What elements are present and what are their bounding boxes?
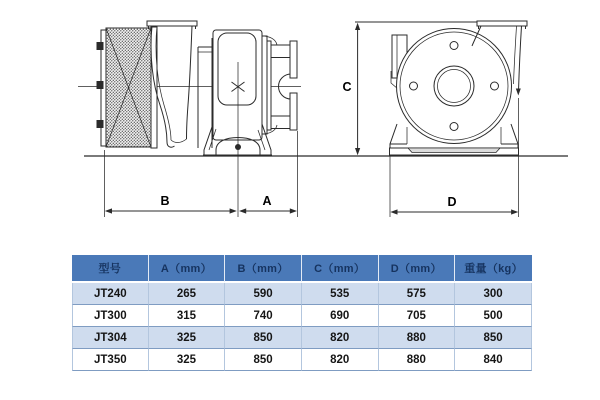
dimension-b <box>105 150 237 217</box>
filter-clamp-icon <box>97 120 104 128</box>
spec-cell: 820 <box>302 349 379 371</box>
spec-cell: 300 <box>455 283 532 305</box>
spec-cell: 850 <box>225 327 302 349</box>
spec-cell: 690 <box>302 305 379 327</box>
spec-cell: 575 <box>379 283 456 305</box>
side-view <box>78 21 301 217</box>
spec-cell: 315 <box>149 305 226 327</box>
spec-cell: 820 <box>302 327 379 349</box>
discharge-flange <box>262 36 297 134</box>
dim-label-b: B <box>160 194 170 208</box>
front-view <box>342 21 527 217</box>
housing-circle <box>397 29 512 144</box>
model-cell: JT350 <box>72 349 149 371</box>
col-header-c-mm: C（mm） <box>302 255 379 283</box>
air-filter <box>97 27 158 148</box>
filter-clamp-icon <box>97 42 104 50</box>
model-cell: JT300 <box>72 305 149 327</box>
dimension-a <box>239 131 298 217</box>
spec-cell: 705 <box>379 305 456 327</box>
dim-label-d: D <box>447 195 457 209</box>
spec-cell: 880 <box>379 327 456 349</box>
spec-cell: 880 <box>379 349 456 371</box>
table-row-jt304 <box>72 327 532 349</box>
spec-table-header <box>72 255 532 283</box>
model-cell: JT304 <box>72 327 149 349</box>
spec-cell: 740 <box>225 305 302 327</box>
col-header-b-mm: B（mm） <box>225 255 302 283</box>
model-cell: JT240 <box>72 283 149 305</box>
col-header-d-mm: D（mm） <box>379 255 456 283</box>
spec-cell: 850 <box>225 349 302 371</box>
dimension-c <box>342 23 360 155</box>
table-row-jt240 <box>72 283 532 305</box>
blower-body <box>213 30 262 140</box>
spec-cell: 535 <box>302 283 379 305</box>
dim-label-a: A <box>262 194 272 208</box>
col-header-a-mm: A（mm） <box>149 255 226 283</box>
filter-clamp-icon <box>97 81 104 89</box>
table-row-jt350 <box>72 349 532 371</box>
col-header-model: 型号 <box>72 255 149 283</box>
spec-table <box>72 255 532 371</box>
col-header-weight-kg: 重量（kg） <box>455 255 532 283</box>
spec-cell: 840 <box>455 349 532 371</box>
spec-cell: 325 <box>149 327 226 349</box>
table-row-jt300 <box>72 305 532 327</box>
spec-cell: 265 <box>149 283 226 305</box>
spec-cell: 500 <box>455 305 532 327</box>
spec-cell: 590 <box>225 283 302 305</box>
spec-cell: 325 <box>149 349 226 371</box>
dim-label-c: C <box>342 80 352 94</box>
spec-cell: 850 <box>455 327 532 349</box>
